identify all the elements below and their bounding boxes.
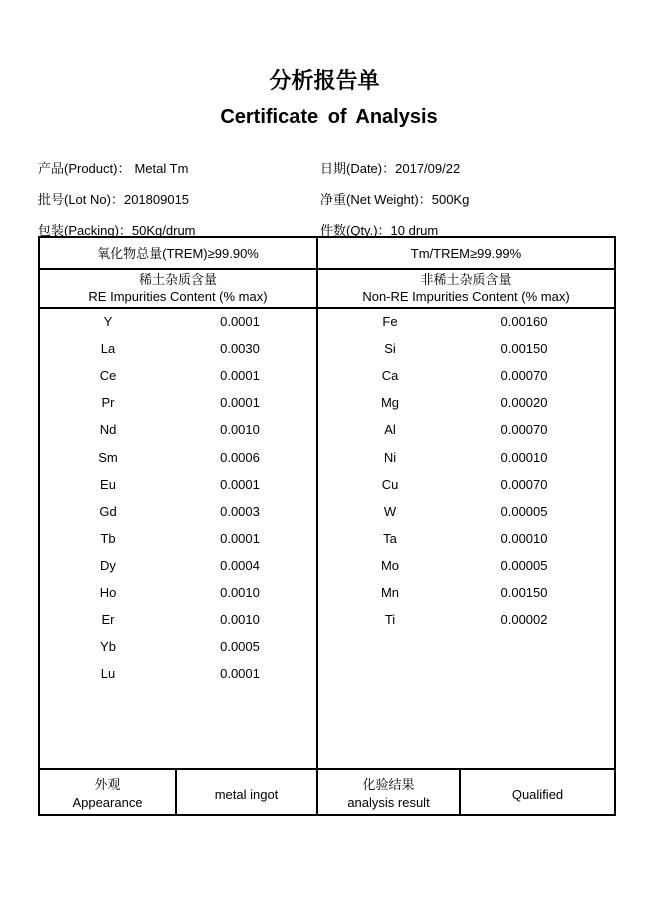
re-impurities-header-en: RE Impurities Content (% max) bbox=[88, 289, 268, 304]
impurity-value: 0.00150 bbox=[500, 341, 548, 356]
impurity-value: 0.00005 bbox=[500, 558, 548, 573]
impurity-value: 0.00005 bbox=[500, 504, 548, 519]
qty-label: 件数(Qty.)： bbox=[320, 223, 391, 238]
result-label-en: analysis result bbox=[347, 795, 430, 810]
element-symbol: Ca bbox=[381, 368, 399, 383]
impurity-value: 0.00070 bbox=[500, 368, 548, 383]
date-value: 2017/09/22 bbox=[395, 161, 461, 176]
element-symbol: Nd bbox=[99, 422, 117, 437]
impurity-value: 0.0030 bbox=[220, 341, 260, 356]
element-symbol: Ce bbox=[99, 368, 117, 383]
impurity-value: 0.0004 bbox=[220, 558, 260, 573]
element-symbol: Ni bbox=[383, 450, 397, 465]
element-symbol: Mo bbox=[380, 558, 400, 573]
appearance-label-en: Appearance bbox=[72, 795, 143, 810]
element-symbol: Gd bbox=[99, 504, 117, 519]
meta-lot bbox=[38, 189, 189, 208]
meta-weight bbox=[320, 189, 469, 208]
impurity-value: 0.0001 bbox=[220, 395, 260, 410]
element-symbol: Cu bbox=[381, 477, 399, 492]
impurity-value: 0.00020 bbox=[500, 395, 548, 410]
element-symbol: Pr bbox=[101, 395, 115, 410]
element-symbol: Tb bbox=[100, 531, 116, 546]
impurity-value: 0.00002 bbox=[500, 612, 548, 627]
element-symbol: Fe bbox=[382, 314, 398, 329]
product-value: Metal Tm bbox=[134, 161, 189, 176]
packing-label: 包装(Packing)： bbox=[38, 223, 132, 238]
qty-value: 10 drum bbox=[390, 223, 439, 238]
impurity-value: 0.0001 bbox=[220, 477, 260, 492]
impurity-value: 0.0001 bbox=[220, 314, 260, 329]
result-label-cn: 化验结果 bbox=[362, 777, 415, 792]
element-symbol: Ta bbox=[383, 531, 397, 546]
impurity-value: 0.0006 bbox=[220, 450, 260, 465]
meta-date bbox=[320, 158, 460, 177]
element-symbol: Ti bbox=[384, 612, 396, 627]
element-symbol: Lu bbox=[100, 666, 116, 681]
element-symbol: Yb bbox=[100, 639, 116, 654]
element-symbol: Al bbox=[384, 422, 396, 437]
impurity-value: 0.00150 bbox=[500, 585, 548, 600]
lot-value: 201809015 bbox=[123, 192, 190, 207]
table-divider bbox=[38, 307, 616, 309]
packing-value: 50Kg/drum bbox=[131, 223, 196, 238]
tm-trem-header: Tm/TREM≥99.99% bbox=[410, 246, 522, 261]
non-re-impurities-header-cn: 非稀土杂质含量 bbox=[420, 272, 512, 287]
impurity-value: 0.0001 bbox=[220, 531, 260, 546]
document-title-cn: 分析报告单 bbox=[269, 69, 380, 94]
impurity-value: 0.00010 bbox=[500, 531, 548, 546]
element-symbol: Mn bbox=[380, 585, 400, 600]
impurity-value: 0.00010 bbox=[500, 450, 548, 465]
appearance-value: metal ingot bbox=[214, 787, 279, 802]
re-impurities-header-cn: 稀土杂质含量 bbox=[138, 272, 217, 287]
appearance-label-cn: 外观 bbox=[94, 777, 121, 792]
impurity-value: 0.0010 bbox=[220, 585, 260, 600]
element-symbol: Si bbox=[384, 341, 396, 356]
weight-value: 500Kg bbox=[431, 192, 470, 207]
table-divider bbox=[38, 768, 616, 770]
element-symbol: Ho bbox=[99, 585, 117, 600]
meta-product bbox=[38, 158, 188, 177]
impurity-value: 0.0001 bbox=[220, 368, 260, 383]
element-symbol: Mg bbox=[380, 395, 400, 410]
element-symbol: Eu bbox=[100, 477, 116, 492]
trem-header: 氧化物总量(TREM)≥99.90% bbox=[97, 246, 259, 261]
impurity-value: 0.0005 bbox=[220, 639, 260, 654]
impurity-value: 0.0003 bbox=[220, 504, 260, 519]
table-center-divider bbox=[316, 236, 318, 816]
weight-label: 净重(Net Weight)： bbox=[320, 192, 432, 207]
impurity-value: 0.0001 bbox=[220, 666, 260, 681]
product-label: 产品(Product)： bbox=[38, 161, 131, 176]
document-title-en: Certificate of Analysis bbox=[220, 106, 438, 128]
element-symbol: Y bbox=[103, 314, 113, 329]
element-symbol: Sm bbox=[98, 450, 118, 465]
impurity-value: 0.00070 bbox=[500, 422, 548, 437]
impurity-value: 0.00160 bbox=[500, 314, 548, 329]
impurity-value: 0.0010 bbox=[220, 422, 260, 437]
date-label: 日期(Date)： bbox=[320, 161, 396, 176]
element-symbol: Dy bbox=[100, 558, 116, 573]
impurity-value: 0.0010 bbox=[220, 612, 260, 627]
lot-label: 批号(Lot No)： bbox=[38, 192, 124, 207]
result-value: Qualified bbox=[511, 787, 564, 802]
non-re-impurities-header-en: Non-RE Impurities Content (% max) bbox=[362, 289, 570, 304]
table-divider bbox=[38, 268, 616, 270]
element-symbol: La bbox=[100, 341, 116, 356]
element-symbol: Er bbox=[101, 612, 115, 627]
element-symbol: W bbox=[383, 504, 397, 519]
impurity-value: 0.00070 bbox=[500, 477, 548, 492]
